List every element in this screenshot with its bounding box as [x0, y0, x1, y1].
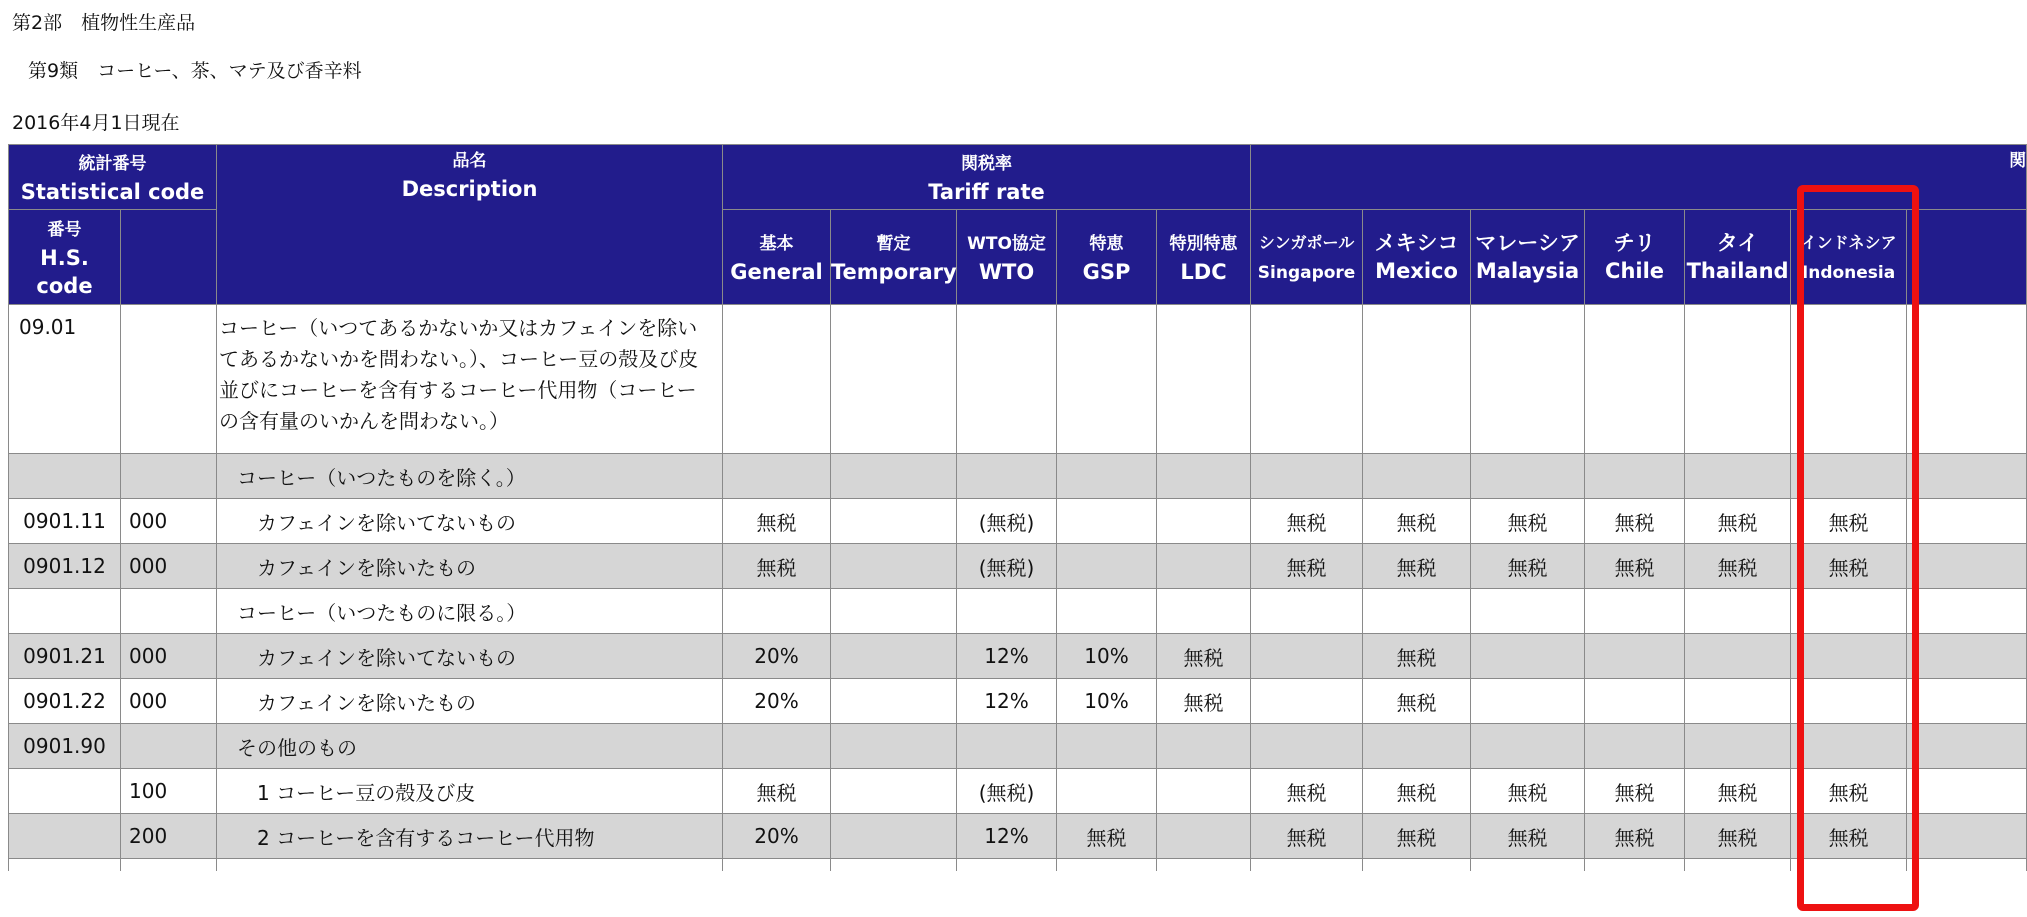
sub-code-cell: 100 [121, 769, 217, 814]
description-cell: カフェインを除いたもの [217, 544, 723, 589]
rate-cell: 無税 [1363, 679, 1471, 724]
table-row [9, 454, 2027, 499]
rate-cell [1251, 679, 1363, 724]
col-header-singapore [1251, 210, 1363, 305]
description-header [217, 145, 723, 305]
rate-cell: 無税 [1791, 544, 1907, 589]
col-header-temporary-en: Temporary [831, 260, 957, 284]
cut-off-cell [1907, 305, 2027, 454]
rate-cell [1685, 634, 1791, 679]
rate-cell: 無税 [723, 499, 831, 544]
rate-cell: 無税 [1791, 499, 1907, 544]
partial-cell [831, 859, 957, 872]
rate-cell [1585, 679, 1685, 724]
epa-rate-group-header [1251, 145, 2027, 210]
rate-cell [1471, 724, 1585, 769]
col-header-malaysia-en: Malaysia [1475, 259, 1580, 283]
rate-cell [1791, 724, 1907, 769]
rate-cell [831, 305, 957, 454]
col-header-mexico [1363, 210, 1471, 305]
description-header-en: Description [401, 177, 538, 201]
rate-cell: 10% [1057, 679, 1157, 724]
rate-cell: 12% [957, 634, 1057, 679]
partial-cell [121, 859, 217, 872]
rate-cell [1791, 634, 1907, 679]
sub-code-cell: 000 [121, 634, 217, 679]
description-cell: コーヒー（いつたものに限る。） [217, 589, 723, 634]
sub-code-cell [121, 589, 217, 634]
col-header-gsp-en: GSP [1082, 260, 1131, 284]
sub-code-cell [121, 305, 217, 454]
sub-code-cell [121, 454, 217, 499]
rate-cell [957, 589, 1057, 634]
rate-cell [1057, 305, 1157, 454]
rate-cell [723, 305, 831, 454]
rate-cell: 無税 [1251, 544, 1363, 589]
rate-cell [1363, 724, 1471, 769]
col-header-chile-ja: チリ [1613, 231, 1656, 255]
description-cell: 2 コーヒーを含有するコーヒー代用物 [217, 814, 723, 859]
rate-cell [831, 499, 957, 544]
partial-cell [1363, 859, 1471, 872]
rate-cell [1585, 305, 1685, 454]
hs-code-cell: 0901.12 [9, 544, 121, 589]
chapter-heading: 第9類 コーヒー、茶、マテ及び香辛料 [28, 60, 362, 82]
hs-code-cell [9, 589, 121, 634]
table-row-partial [9, 859, 2027, 872]
rate-cell: 無税 [1251, 499, 1363, 544]
rate-cell [1157, 724, 1251, 769]
rate-cell [1251, 454, 1363, 499]
table-row [9, 769, 2027, 814]
col-header-gsp-ja: 特恵 [1089, 234, 1124, 254]
rate-cell [831, 679, 957, 724]
rate-cell [1157, 769, 1251, 814]
rate-cell [1157, 544, 1251, 589]
table-row [9, 305, 2027, 454]
col-header-indonesia-ja: インドネシア [1800, 233, 1897, 252]
rate-cell: 無税 [1471, 769, 1585, 814]
col-header-ldc-ja: 特別特恵 [1169, 234, 1238, 254]
rate-cell: 無税 [1057, 814, 1157, 859]
hs-code-cell [9, 814, 121, 859]
rate-cell: 12% [957, 679, 1057, 724]
tariff-rate-group-header [723, 145, 1251, 210]
rate-cell [1585, 589, 1685, 634]
cut-off-cell [1907, 814, 2027, 859]
rate-cell: 無税 [1791, 814, 1907, 859]
sub-code-cell: 000 [121, 544, 217, 589]
col-header-indonesia-en: Indonesia [1801, 263, 1896, 283]
description-header-ja: 品名 [452, 151, 487, 171]
rate-cell: 無税 [1363, 544, 1471, 589]
hs-code-cell [9, 769, 121, 814]
rate-cell [831, 724, 957, 769]
rate-cell [1791, 305, 1907, 454]
partial-cell [217, 859, 723, 872]
rate-cell [831, 769, 957, 814]
rate-cell [831, 454, 957, 499]
rate-cell: 無税 [1685, 499, 1791, 544]
tariff-rate-group-en: Tariff rate [928, 180, 1045, 204]
rate-cell: 20% [723, 634, 831, 679]
table-row [9, 589, 2027, 634]
description-cell: カフェインを除いたもの [217, 679, 723, 724]
epa-rate-group-ja: 関 [2009, 151, 2027, 171]
description-cell: コーヒー（いつたものを除く。） [217, 454, 723, 499]
col-header-singapore-ja: シンガポール [1258, 233, 1355, 252]
stat-code-group-ja: 統計番号 [78, 154, 147, 174]
cut-off-cell [1907, 634, 2027, 679]
col-header-mexico-ja: メキシコ [1374, 231, 1459, 255]
sub-code-cell: 000 [121, 499, 217, 544]
cut-off-cell [1907, 679, 2027, 724]
col-header-thailand-en: Thailand [1686, 259, 1789, 283]
table-row [9, 634, 2027, 679]
tariff-table-body [9, 305, 2027, 872]
col-header-chile [1585, 210, 1685, 305]
rate-cell [1585, 634, 1685, 679]
rate-cell: 20% [723, 814, 831, 859]
cut-off-cell [1907, 454, 2027, 499]
cut-off-cell [1907, 589, 2027, 634]
rate-cell [1157, 305, 1251, 454]
rate-cell [1157, 454, 1251, 499]
col-header-cut-off [1907, 210, 2027, 305]
rate-cell: 無税 [723, 544, 831, 589]
rate-cell [1363, 589, 1471, 634]
col-header-general-en: General [730, 260, 823, 284]
rate-cell [1471, 305, 1585, 454]
rate-cell [831, 634, 957, 679]
partial-cell [1057, 859, 1157, 872]
rate-cell: 20% [723, 679, 831, 724]
hs-code-cell: 0901.11 [9, 499, 121, 544]
col-header-wto-ja: WTO協定 [967, 234, 1046, 254]
as-of-date: 2016年4月1日現在 [12, 112, 180, 134]
rate-cell: 無税 [1791, 769, 1907, 814]
rate-cell: 無税 [1685, 769, 1791, 814]
rate-cell [831, 589, 957, 634]
rate-cell: 無税 [1363, 499, 1471, 544]
rate-cell [1685, 305, 1791, 454]
rate-cell [1791, 679, 1907, 724]
rate-cell [1057, 769, 1157, 814]
cut-off-cell [1907, 724, 2027, 769]
rate-cell: 無税 [1585, 544, 1685, 589]
partial-cell [1585, 859, 1685, 872]
description-cell: カフェインを除いてないもの [217, 499, 723, 544]
rate-cell: 無税 [1157, 679, 1251, 724]
col-header-singapore-en: Singapore [1257, 263, 1356, 283]
col-header-thailand-ja: タイ [1716, 231, 1759, 255]
rate-cell: 無税 [1471, 499, 1585, 544]
col-header-malaysia-ja: マレーシア [1475, 231, 1580, 255]
sub-code-cell: 000 [121, 679, 217, 724]
col-header-gsp [1057, 210, 1157, 305]
description-cell: 1 コーヒー豆の殻及び皮 [217, 769, 723, 814]
rate-cell [1057, 454, 1157, 499]
partial-cell [1907, 859, 2027, 872]
hs-code-cell: 09.01 [9, 305, 121, 454]
cut-off-cell [1907, 544, 2027, 589]
partial-cell [9, 859, 121, 872]
stat-code-group-header [9, 145, 217, 210]
rate-cell [1471, 634, 1585, 679]
rate-cell: 無税 [1585, 769, 1685, 814]
col-header-general [723, 210, 831, 305]
rate-cell [1791, 454, 1907, 499]
rate-cell [1685, 724, 1791, 769]
description-cell: その他のもの [217, 724, 723, 769]
rate-cell: (無税) [957, 769, 1057, 814]
rate-cell [723, 589, 831, 634]
rate-cell [1363, 454, 1471, 499]
col-header-mexico-en: Mexico [1375, 259, 1458, 283]
rate-cell [1585, 454, 1685, 499]
table-row [9, 499, 2027, 544]
rate-cell [957, 724, 1057, 769]
table-row [9, 814, 2027, 859]
col-header-indonesia [1791, 210, 1907, 305]
rate-cell [1251, 634, 1363, 679]
rate-cell [831, 544, 957, 589]
rate-cell: 無税 [1157, 634, 1251, 679]
partial-cell [723, 859, 831, 872]
rate-cell [1057, 544, 1157, 589]
partial-cell [1685, 859, 1791, 872]
rate-cell: 無税 [1471, 544, 1585, 589]
rate-cell: (無税) [957, 544, 1057, 589]
rate-cell [1251, 589, 1363, 634]
table-row [9, 679, 2027, 724]
rate-cell [1157, 499, 1251, 544]
partial-cell [1791, 859, 1907, 872]
hs-code-cell: 0901.90 [9, 724, 121, 769]
part-heading: 第2部 植物性生産品 [12, 12, 196, 34]
col-header-thailand [1685, 210, 1791, 305]
partial-cell [1157, 859, 1251, 872]
rate-cell [1685, 589, 1791, 634]
rate-cell [831, 814, 957, 859]
rate-cell: 無税 [1585, 814, 1685, 859]
table-row [9, 724, 2027, 769]
col-header-ldc-en: LDC [1180, 260, 1227, 284]
rate-cell: 無税 [1585, 499, 1685, 544]
partial-cell [1251, 859, 1363, 872]
rate-cell [1471, 454, 1585, 499]
col-header-malaysia [1471, 210, 1585, 305]
tariff-table [8, 144, 2027, 871]
rate-cell [1363, 305, 1471, 454]
col-header-general-ja: 基本 [759, 234, 794, 254]
rate-cell: 無税 [1363, 814, 1471, 859]
rate-cell [1157, 814, 1251, 859]
rate-cell [723, 724, 831, 769]
hs-code-header-en: H.S. code [36, 246, 93, 298]
rate-cell [1157, 589, 1251, 634]
description-cell: コーヒー（いつてあるかないか又はカフェインを除いてあるかないかを問わない。）、コーヒー豆の殻及び皮並びにコーヒーを含有するコーヒー代用物（コーヒーの含有量のいかんを問わない。） [217, 305, 723, 454]
rate-cell: 無税 [1251, 769, 1363, 814]
col-header-temporary-ja: 暫定 [876, 234, 911, 254]
hs-code-header [9, 210, 121, 305]
col-header-chile-en: Chile [1605, 259, 1665, 283]
hs-code-cell [9, 454, 121, 499]
sub-code-cell: 200 [121, 814, 217, 859]
rate-cell [1685, 679, 1791, 724]
hs-code-cell: 0901.21 [9, 634, 121, 679]
rate-cell [1471, 679, 1585, 724]
rate-cell [1057, 589, 1157, 634]
rate-cell: 10% [1057, 634, 1157, 679]
rate-cell [1585, 724, 1685, 769]
rate-cell: (無税) [957, 499, 1057, 544]
rate-cell [957, 305, 1057, 454]
tariff-rate-group-ja: 関税率 [961, 154, 1013, 174]
col-header-temporary [831, 210, 957, 305]
rate-cell [957, 454, 1057, 499]
rate-cell [723, 454, 831, 499]
rate-cell: 無税 [723, 769, 831, 814]
rate-cell: 無税 [1685, 544, 1791, 589]
cut-off-cell [1907, 769, 2027, 814]
col-header-wto [957, 210, 1057, 305]
partial-cell [1471, 859, 1585, 872]
rate-cell [1471, 589, 1585, 634]
rate-cell: 無税 [1363, 634, 1471, 679]
table-row [9, 544, 2027, 589]
sub-code-cell [121, 724, 217, 769]
rate-cell [1057, 499, 1157, 544]
cut-off-cell [1907, 499, 2027, 544]
col-header-ldc [1157, 210, 1251, 305]
rate-cell: 無税 [1685, 814, 1791, 859]
rate-cell: 無税 [1251, 814, 1363, 859]
description-cell: カフェインを除いてないもの [217, 634, 723, 679]
stat-code-group-en: Statistical code [20, 180, 205, 204]
rate-cell [1685, 454, 1791, 499]
hs-code-header-ja: 番号 [47, 220, 82, 240]
rate-cell: 12% [957, 814, 1057, 859]
rate-cell [1251, 305, 1363, 454]
sub-code-header [121, 210, 217, 305]
hs-code-cell: 0901.22 [9, 679, 121, 724]
rate-cell [1791, 589, 1907, 634]
rate-cell: 無税 [1363, 769, 1471, 814]
rate-cell: 無税 [1471, 814, 1585, 859]
rate-cell [1057, 724, 1157, 769]
partial-cell [957, 859, 1057, 872]
rate-cell [1251, 724, 1363, 769]
col-header-wto-en: WTO [978, 260, 1035, 284]
